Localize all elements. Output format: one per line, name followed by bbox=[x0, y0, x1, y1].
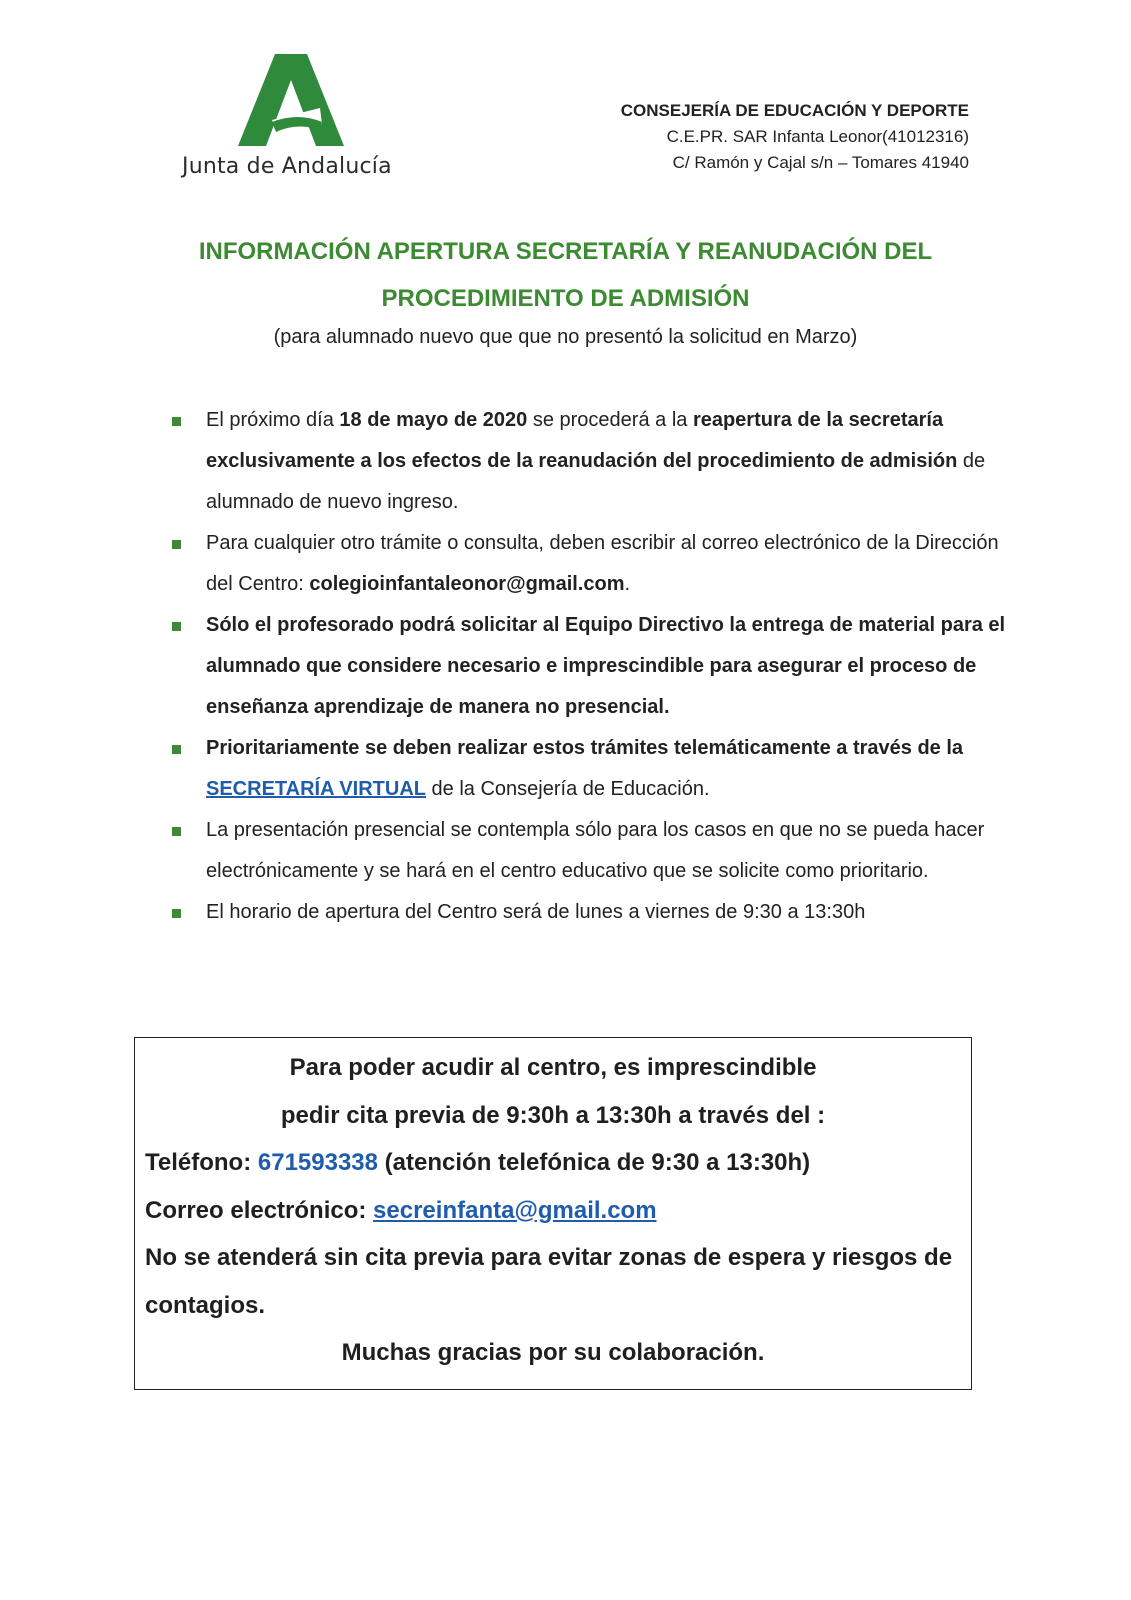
school-name: C.E.PR. SAR Infanta Leonor(41012316) bbox=[666, 127, 969, 146]
list-item: El próximo día 18 de mayo de 2020 se procederá a la reapertura de la secretaría exclusivamente a los efectos de la reanudación del procedimiento de admisión de alumnado de nuevo ingreso. bbox=[168, 400, 1008, 523]
list-item: Sólo el profesorado podrá solicitar al Equipo Directivo la entrega de material para el alumnado que considere necesario e imprescindible para asegurar el proceso de enseñanza aprendizaje de manera no presencial. bbox=[168, 605, 1008, 728]
appointment-notice-box bbox=[134, 1037, 972, 1390]
list-item: El horario de apertura del Centro será de lunes a viernes de 9:30 a 13:30h bbox=[168, 892, 1008, 933]
page-title bbox=[100, 228, 1031, 322]
email-row: Correo electrónico: secreinfanta@gmail.com bbox=[145, 1196, 657, 1224]
appointment-email-link[interactable]: secreinfanta@gmail.com bbox=[373, 1196, 657, 1224]
direction-email: colegioinfantaleonor@gmail.com bbox=[309, 573, 625, 595]
department-name: CONSEJERÍA DE EDUCACIÓN Y DEPORTE bbox=[620, 101, 969, 120]
thanks-text: Muchas gracias por su colaboración. bbox=[341, 1339, 765, 1366]
warning-text: No se atenderá sin cita previa para evitar zonas de espera y riesgos de contagios. bbox=[145, 1244, 953, 1319]
phone-number[interactable]: 671593338 bbox=[257, 1149, 379, 1176]
notice-line-1: Para poder acudir al centro, es imprescindible bbox=[289, 1054, 817, 1081]
reopening-notice: reapertura de la secretaría exclusivamente a los efectos de la reanudación del procedimiento de admisión bbox=[206, 409, 958, 472]
phone-row: Teléfono: 671593338 (atención telefónica de 9:30 a 13:30h) bbox=[145, 1149, 811, 1176]
reopening-date: 18 de mayo de 2020 bbox=[339, 409, 528, 431]
list-item: Para cualquier otro trámite o consulta, deben escribir al correo electrónico de la Dirección del Centro: colegioinfantaleonor@gmail.com. bbox=[168, 523, 1008, 605]
secretaria-virtual-link[interactable]: SECRETARÍA VIRTUAL bbox=[206, 778, 426, 800]
information-list bbox=[168, 400, 1008, 933]
square-bullet-icon bbox=[172, 745, 181, 754]
title-line-2: PROCEDIMIENTO DE ADMISIÓN bbox=[381, 285, 750, 312]
list-item: La presentación presencial se contempla sólo para los casos en que no se pueda hacer electrónicamente y se hará en el centro educativo que se solicite como prioritario. bbox=[168, 810, 1008, 892]
junta-de-andalucia-logo bbox=[176, 50, 406, 190]
header-info bbox=[621, 98, 969, 176]
notice-line-2: pedir cita previa de 9:30h a 13:30h a través del : bbox=[280, 1101, 826, 1129]
andalucia-a-emblem-icon bbox=[232, 50, 352, 150]
title-line-1: INFORMACIÓN APERTURA SECRETARÍA Y REANUDACIÓN DEL bbox=[198, 238, 933, 265]
square-bullet-icon bbox=[172, 622, 181, 631]
square-bullet-icon bbox=[172, 909, 181, 918]
square-bullet-icon bbox=[172, 540, 181, 549]
school-address: C/ Ramón y Cajal s/n – Tomares 41940 bbox=[672, 153, 969, 172]
list-item: Prioritariamente se deben realizar estos trámites telemáticamente a través de la SECRETARÍA VIRTUAL de la Consejería de Educación. bbox=[168, 728, 1008, 810]
page-subtitle: (para alumnado nuevo que que no presentó la solicitud en Marzo) bbox=[273, 326, 858, 348]
square-bullet-icon bbox=[172, 417, 181, 426]
square-bullet-icon bbox=[172, 827, 181, 836]
logo-text: Junta de Andalucía bbox=[182, 154, 392, 179]
